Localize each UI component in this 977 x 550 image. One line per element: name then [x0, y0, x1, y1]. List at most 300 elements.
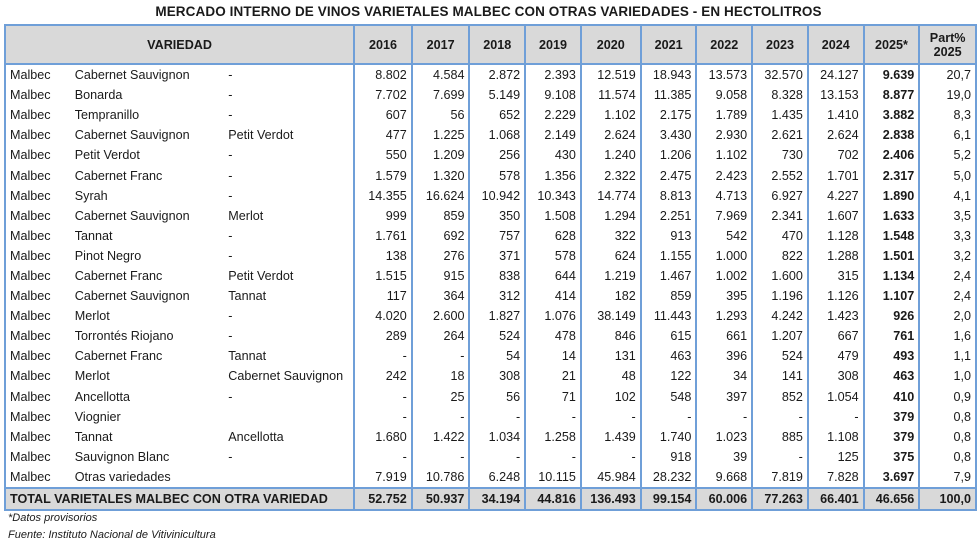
- total-value: 66.401: [808, 488, 864, 510]
- header-year: 2022: [696, 25, 752, 64]
- year-value: 2.600: [412, 306, 470, 326]
- year-value: 4.584: [412, 64, 470, 85]
- variety-tertiary: -: [228, 188, 233, 203]
- year-value: 885: [752, 427, 808, 447]
- year-value: 276: [412, 246, 470, 266]
- variety-tertiary: Petit Verdot: [228, 268, 294, 283]
- year-value: 524: [469, 326, 525, 346]
- variety-secondary: Syrah: [74, 188, 108, 203]
- year-value: 859: [412, 206, 470, 226]
- year-value: 999: [354, 206, 412, 226]
- year-value: 2.552: [752, 165, 808, 185]
- variety-primary: Malbec: [10, 128, 51, 143]
- variety-primary: Malbec: [10, 208, 51, 223]
- year-value: 1.548: [864, 226, 920, 246]
- variety-primary: Malbec: [10, 88, 51, 103]
- year-value: 397: [696, 387, 752, 407]
- year-value: 39: [696, 447, 752, 467]
- year-value: 25: [412, 387, 470, 407]
- year-value: 8.328: [752, 85, 808, 105]
- year-value: 379: [864, 427, 920, 447]
- year-value: 463: [641, 346, 697, 366]
- header-year: 2021: [641, 25, 697, 64]
- year-value: 1.789: [696, 105, 752, 125]
- year-value: 11.443: [641, 306, 697, 326]
- header-part-line2: 2025: [933, 44, 962, 59]
- total-value: 99.154: [641, 488, 697, 510]
- year-value: 2.251: [641, 206, 697, 226]
- year-value: 661: [696, 326, 752, 346]
- year-value: 122: [641, 366, 697, 386]
- variety-tertiary: -: [228, 309, 233, 324]
- year-value: 463: [864, 366, 920, 386]
- variety-secondary: Cabernet Sauvignon: [74, 68, 190, 83]
- year-value: 2.393: [525, 64, 581, 85]
- year-value: 1.501: [864, 246, 920, 266]
- year-value: 2.475: [641, 165, 697, 185]
- year-value: -: [412, 346, 470, 366]
- variety-secondary: Torrontés Riojano: [74, 329, 174, 344]
- year-value: -: [354, 407, 412, 427]
- variety-secondary: Tannat: [74, 429, 113, 444]
- year-value: 1.633: [864, 206, 920, 226]
- year-value: 350: [469, 206, 525, 226]
- part-value: 3,5: [919, 206, 976, 226]
- year-value: 7.828: [808, 467, 864, 488]
- year-value: 1.422: [412, 427, 470, 447]
- variety-primary: Malbec: [10, 329, 51, 344]
- year-value: 182: [581, 286, 641, 306]
- year-value: 1.023: [696, 427, 752, 447]
- year-value: 102: [581, 387, 641, 407]
- year-value: 34: [696, 366, 752, 386]
- part-value: 5,2: [919, 145, 976, 165]
- year-value: 479: [808, 346, 864, 366]
- variety-tertiary: -: [228, 68, 233, 83]
- year-value: 846: [581, 326, 641, 346]
- year-value: 117: [354, 286, 412, 306]
- year-value: 8.877: [864, 85, 920, 105]
- year-value: 652: [469, 105, 525, 125]
- table-row: [5, 407, 976, 427]
- part-value: 2,4: [919, 266, 976, 286]
- year-value: 913: [641, 226, 697, 246]
- year-value: 628: [525, 226, 581, 246]
- part-value: 20,7: [919, 64, 976, 85]
- year-value: 1.076: [525, 306, 581, 326]
- variety-secondary: Merlot: [74, 369, 110, 384]
- variety-tertiary: -: [228, 329, 233, 344]
- variety-tertiary: Merlot: [228, 208, 264, 223]
- year-value: -: [354, 447, 412, 467]
- year-value: 312: [469, 286, 525, 306]
- variety-tertiary: Cabernet Sauvignon: [228, 369, 344, 384]
- year-value: -: [525, 447, 581, 467]
- header-year: 2016: [354, 25, 412, 64]
- year-value: 1.294: [581, 206, 641, 226]
- table-row: [5, 64, 976, 85]
- year-value: 4.713: [696, 186, 752, 206]
- table-row: [5, 186, 976, 206]
- table-row: [5, 306, 976, 326]
- variety-primary: Malbec: [10, 268, 51, 283]
- year-value: 28.232: [641, 467, 697, 488]
- year-value: 615: [641, 326, 697, 346]
- year-value: 1.002: [696, 266, 752, 286]
- variety-secondary: Merlot: [74, 309, 110, 324]
- variety-secondary: Cabernet Franc: [74, 168, 163, 183]
- variety-secondary: Cabernet Sauvignon: [74, 208, 190, 223]
- year-value: 7.699: [412, 85, 470, 105]
- part-value: 3,3: [919, 226, 976, 246]
- table-row: [5, 105, 976, 125]
- year-value: -: [469, 407, 525, 427]
- table-row: [5, 165, 976, 185]
- year-value: 38.149: [581, 306, 641, 326]
- table-row: [5, 145, 976, 165]
- total-row: [5, 488, 976, 510]
- year-value: 3.430: [641, 125, 697, 145]
- year-value: 2.317: [864, 165, 920, 185]
- year-value: 1.761: [354, 226, 412, 246]
- year-value: 1.467: [641, 266, 697, 286]
- year-value: 371: [469, 246, 525, 266]
- year-value: 14: [525, 346, 581, 366]
- variety-tertiary: -: [228, 148, 233, 163]
- year-value: 1.102: [696, 145, 752, 165]
- year-value: 414: [525, 286, 581, 306]
- year-value: 14.774: [581, 186, 641, 206]
- variety-primary: Malbec: [10, 469, 51, 484]
- year-value: 852: [752, 387, 808, 407]
- year-value: 1.607: [808, 206, 864, 226]
- variety-primary: Malbec: [10, 409, 51, 424]
- year-value: 1.288: [808, 246, 864, 266]
- table-row: [5, 427, 976, 447]
- variety-primary: Malbec: [10, 349, 51, 364]
- year-value: 470: [752, 226, 808, 246]
- variety-secondary: Cabernet Franc: [74, 349, 163, 364]
- part-value: 1,0: [919, 366, 976, 386]
- part-value: 0,8: [919, 407, 976, 427]
- table-row: [5, 85, 976, 105]
- year-value: -: [525, 407, 581, 427]
- total-value: 136.493: [581, 488, 641, 510]
- year-value: 493: [864, 346, 920, 366]
- total-label: TOTAL VARIETALES MALBEC CON OTRA VARIEDAD: [5, 488, 354, 510]
- year-value: 838: [469, 266, 525, 286]
- year-value: 644: [525, 266, 581, 286]
- year-value: 1.356: [525, 165, 581, 185]
- variety-secondary: Tempranillo: [74, 108, 140, 123]
- year-value: 3.697: [864, 467, 920, 488]
- year-value: 1.680: [354, 427, 412, 447]
- year-value: 524: [752, 346, 808, 366]
- year-value: 56: [469, 387, 525, 407]
- year-value: 1.827: [469, 306, 525, 326]
- header-year: 2019: [525, 25, 581, 64]
- footnotes: [8, 510, 216, 544]
- variety-primary: Malbec: [10, 389, 51, 404]
- table-row: [5, 266, 976, 286]
- year-value: 10.343: [525, 186, 581, 206]
- year-value: 822: [752, 246, 808, 266]
- variety-tertiary: Tannat: [228, 289, 267, 304]
- year-value: 915: [412, 266, 470, 286]
- year-value: 364: [412, 286, 470, 306]
- year-value: 1.701: [808, 165, 864, 185]
- total-value: 34.194: [469, 488, 525, 510]
- header-year: 2025*: [864, 25, 920, 64]
- year-value: 16.624: [412, 186, 470, 206]
- provisional-note: *Datos provisorios: [8, 512, 98, 524]
- year-value: 1.740: [641, 427, 697, 447]
- year-value: 1.439: [581, 427, 641, 447]
- year-value: 1.579: [354, 165, 412, 185]
- year-value: -: [808, 407, 864, 427]
- year-value: 18.943: [641, 64, 697, 85]
- variety-secondary: Cabernet Franc: [74, 268, 163, 283]
- year-value: 1.102: [581, 105, 641, 125]
- year-value: 141: [752, 366, 808, 386]
- year-value: 2.149: [525, 125, 581, 145]
- year-value: 1.034: [469, 427, 525, 447]
- variety-tertiary: -: [228, 88, 233, 103]
- year-value: 478: [525, 326, 581, 346]
- year-value: 692: [412, 226, 470, 246]
- variety-primary: Malbec: [10, 309, 51, 324]
- variety-secondary: Pinot Negro: [74, 248, 142, 263]
- part-value: 7,9: [919, 467, 976, 488]
- year-value: 548: [641, 387, 697, 407]
- year-value: 578: [525, 246, 581, 266]
- year-value: -: [581, 447, 641, 467]
- year-value: -: [412, 407, 470, 427]
- year-value: 5.149: [469, 85, 525, 105]
- year-value: 138: [354, 246, 412, 266]
- part-value: 2,4: [919, 286, 976, 306]
- variety-tertiary: -: [228, 389, 233, 404]
- year-value: 702: [808, 145, 864, 165]
- variety-tertiary: Petit Verdot: [228, 128, 294, 143]
- year-value: 1.320: [412, 165, 470, 185]
- year-value: 667: [808, 326, 864, 346]
- year-value: 1.209: [412, 145, 470, 165]
- table-row: [5, 206, 976, 226]
- year-value: 18: [412, 366, 470, 386]
- year-value: 13.153: [808, 85, 864, 105]
- variety-tertiary: -: [228, 108, 233, 123]
- table-row: [5, 387, 976, 407]
- variety-primary: Malbec: [10, 188, 51, 203]
- year-value: -: [581, 407, 641, 427]
- year-value: 8.813: [641, 186, 697, 206]
- table-row: [5, 125, 976, 145]
- year-value: 1.107: [864, 286, 920, 306]
- part-value: 4,1: [919, 186, 976, 206]
- year-value: 1.128: [808, 226, 864, 246]
- variety-secondary: Petit Verdot: [74, 148, 140, 163]
- header-year: 2020: [581, 25, 641, 64]
- source-note: Fuente: Instituto Nacional de Vitivinicultura: [8, 529, 216, 541]
- variety-primary: Malbec: [10, 108, 51, 123]
- part-value: 3,2: [919, 246, 976, 266]
- variety-tertiary: -: [228, 449, 233, 464]
- year-value: 7.919: [354, 467, 412, 488]
- year-value: 4.227: [808, 186, 864, 206]
- table-row: [5, 226, 976, 246]
- year-value: 1.108: [808, 427, 864, 447]
- table-row: [5, 447, 976, 467]
- header-year: 2018: [469, 25, 525, 64]
- table-row: [5, 326, 976, 346]
- year-value: 2.624: [581, 125, 641, 145]
- year-value: -: [354, 346, 412, 366]
- year-value: 3.882: [864, 105, 920, 125]
- year-value: 2.406: [864, 145, 920, 165]
- year-value: 9.668: [696, 467, 752, 488]
- year-value: 2.341: [752, 206, 808, 226]
- year-value: 9.108: [525, 85, 581, 105]
- year-value: 542: [696, 226, 752, 246]
- year-value: -: [641, 407, 697, 427]
- year-value: 308: [469, 366, 525, 386]
- header-variedad: VARIEDAD: [5, 25, 354, 64]
- variety-primary: Malbec: [10, 369, 51, 384]
- year-value: 256: [469, 145, 525, 165]
- variety-secondary: Bonarda: [74, 88, 123, 103]
- part-value: 2,0: [919, 306, 976, 326]
- variety-secondary: Ancellotta: [74, 389, 131, 404]
- variety-tertiary: Tannat: [228, 349, 267, 364]
- year-value: 71: [525, 387, 581, 407]
- year-value: 54: [469, 346, 525, 366]
- year-value: 1.196: [752, 286, 808, 306]
- year-value: 24.127: [808, 64, 864, 85]
- year-value: 10.115: [525, 467, 581, 488]
- header-part-line1: Part%: [929, 30, 966, 45]
- year-value: 2.322: [581, 165, 641, 185]
- part-value: 1,6: [919, 326, 976, 346]
- year-value: 477: [354, 125, 412, 145]
- year-value: 13.573: [696, 64, 752, 85]
- variety-tertiary: [224, 467, 354, 488]
- year-value: 131: [581, 346, 641, 366]
- year-value: 48: [581, 366, 641, 386]
- year-value: 2.838: [864, 125, 920, 145]
- year-value: -: [752, 407, 808, 427]
- year-value: 1.155: [641, 246, 697, 266]
- year-value: 21: [525, 366, 581, 386]
- year-value: 410: [864, 387, 920, 407]
- year-value: 9.058: [696, 85, 752, 105]
- header-part: [919, 25, 976, 64]
- year-value: 315: [808, 266, 864, 286]
- year-value: 1.219: [581, 266, 641, 286]
- wine-market-table: [4, 24, 977, 511]
- total-value: 77.263: [752, 488, 808, 510]
- year-value: 2.175: [641, 105, 697, 125]
- year-value: 375: [864, 447, 920, 467]
- year-value: 1.508: [525, 206, 581, 226]
- part-value: 0,8: [919, 427, 976, 447]
- variety-tertiary: [224, 407, 354, 427]
- variety-primary: Malbec: [10, 168, 51, 183]
- year-value: 7.819: [752, 467, 808, 488]
- table-row: [5, 366, 976, 386]
- year-value: 7.969: [696, 206, 752, 226]
- part-value: 6,1: [919, 125, 976, 145]
- variety-primary: Malbec: [10, 429, 51, 444]
- year-value: 926: [864, 306, 920, 326]
- year-value: 4.242: [752, 306, 808, 326]
- part-value: 1,1: [919, 346, 976, 366]
- year-value: 396: [696, 346, 752, 366]
- year-value: 2.621: [752, 125, 808, 145]
- variety-tertiary: -: [228, 248, 233, 263]
- year-value: 1.068: [469, 125, 525, 145]
- year-value: -: [696, 407, 752, 427]
- variety-secondary: Viognier: [74, 409, 121, 424]
- year-value: 10.942: [469, 186, 525, 206]
- total-value: 50.937: [412, 488, 470, 510]
- table-row: [5, 246, 976, 266]
- year-value: 757: [469, 226, 525, 246]
- total-value: 60.006: [696, 488, 752, 510]
- year-value: 2.423: [696, 165, 752, 185]
- year-value: 4.020: [354, 306, 412, 326]
- year-value: -: [752, 447, 808, 467]
- year-value: 8.802: [354, 64, 412, 85]
- year-value: 2.872: [469, 64, 525, 85]
- year-value: -: [412, 447, 470, 467]
- year-value: 1.240: [581, 145, 641, 165]
- variety-primary: Malbec: [10, 148, 51, 163]
- total-value: 46.656: [864, 488, 920, 510]
- year-value: 242: [354, 366, 412, 386]
- year-value: 1.293: [696, 306, 752, 326]
- year-value: 56: [412, 105, 470, 125]
- year-value: 14.355: [354, 186, 412, 206]
- year-value: 32.570: [752, 64, 808, 85]
- part-value: 0,9: [919, 387, 976, 407]
- year-value: 6.248: [469, 467, 525, 488]
- year-value: 2.930: [696, 125, 752, 145]
- variety-secondary: Sauvignon Blanc: [74, 449, 170, 464]
- header-year: 2017: [412, 25, 470, 64]
- year-value: 1.600: [752, 266, 808, 286]
- year-value: 1.054: [808, 387, 864, 407]
- year-value: 1.207: [752, 326, 808, 346]
- variety-tertiary: -: [228, 168, 233, 183]
- year-value: 10.786: [412, 467, 470, 488]
- year-value: 430: [525, 145, 581, 165]
- year-value: 1.206: [641, 145, 697, 165]
- total-part: 100,0: [919, 488, 976, 510]
- year-value: -: [354, 387, 412, 407]
- year-value: 322: [581, 226, 641, 246]
- year-value: 1.258: [525, 427, 581, 447]
- variety-primary: Malbec: [10, 228, 51, 243]
- year-value: 761: [864, 326, 920, 346]
- year-value: 578: [469, 165, 525, 185]
- variety-tertiary: Ancellotta: [228, 429, 284, 444]
- year-value: 550: [354, 145, 412, 165]
- variety-secondary: Cabernet Sauvignon: [74, 128, 190, 143]
- variety-primary: Malbec: [10, 68, 51, 83]
- year-value: 289: [354, 326, 412, 346]
- variety-tertiary: -: [228, 228, 233, 243]
